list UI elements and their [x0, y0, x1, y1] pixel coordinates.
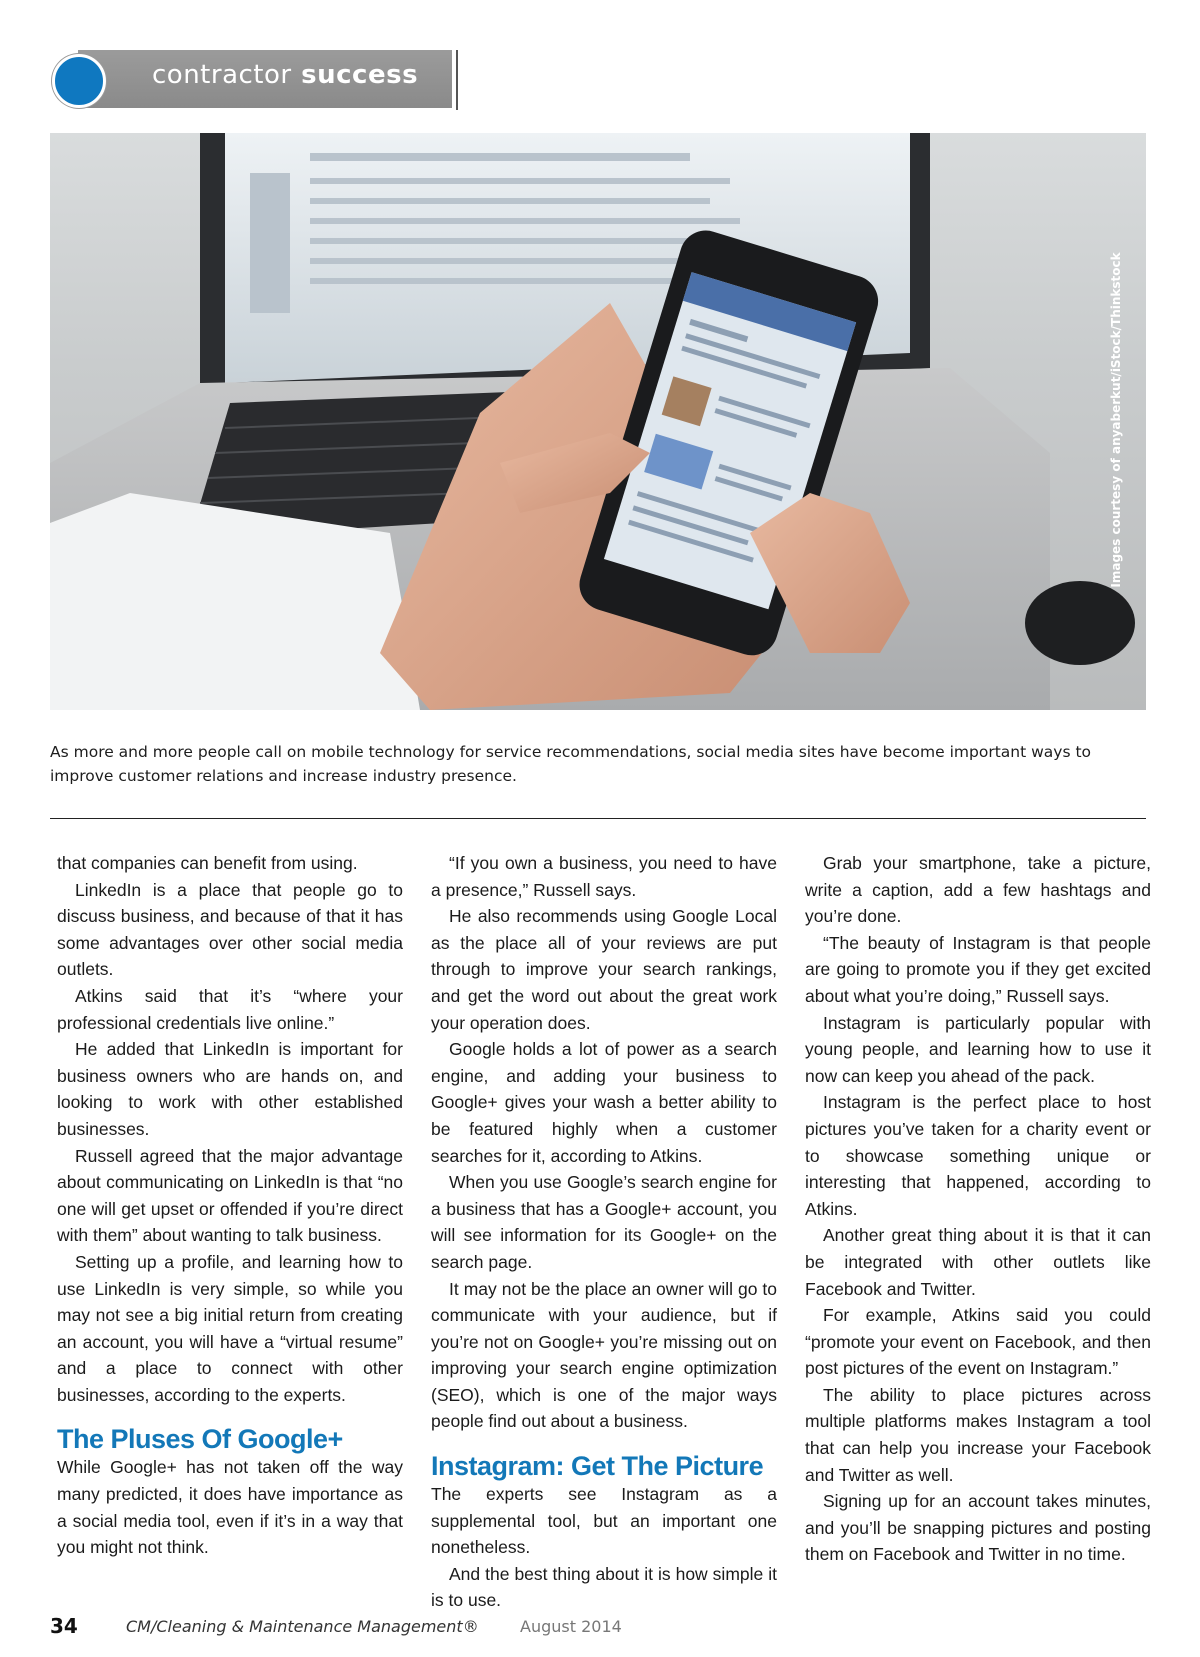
- hero-photo-illustration: [50, 133, 1146, 710]
- section-title-word2: success: [301, 60, 419, 90]
- page-number: 34: [50, 1614, 78, 1638]
- paragraph: that companies can benefit from using.: [57, 853, 358, 873]
- paragraph: Grab your smartphone, take a picture, write a caption, add a few hashtags and you’re done.: [805, 853, 1151, 927]
- paragraph: Atkins said that it’s “where your professional credentials live online.”: [57, 985, 403, 1033]
- paragraph: When you use Google’s search engine for a business that has a Google+ account, you will see information for its Google+ on the search page.: [431, 1172, 777, 1272]
- article-column-3: [805, 850, 1151, 1568]
- paragraph: The experts see Instagram as a supplemental tool, but an important one nonetheless.: [431, 1484, 777, 1558]
- section-header: [52, 50, 452, 110]
- publication-name: CM/Cleaning & Maintenance Management®: [126, 1617, 479, 1636]
- paragraph: LinkedIn is a place that people go to discuss business, and because of that it has some advantages over other social media outlets.: [57, 879, 403, 980]
- subheading-instagram: Instagram: Get The Picture: [431, 1451, 764, 1482]
- section-title-word1: contractor: [152, 60, 292, 90]
- caption-rule: [50, 818, 1146, 819]
- paragraph: Another great thing about it is that it can be integrated with other outlets like Facebook and Twitter.: [805, 1225, 1151, 1299]
- paragraph: Russell agreed that the major advantage about communicating on LinkedIn is that “no one will get upset or offended if you’re direct with them” about wanting to talk business.: [57, 1145, 403, 1246]
- paragraph: And the best thing about it is how simple it is to use.: [431, 1563, 777, 1611]
- issue-date: August 2014: [520, 1617, 622, 1636]
- section-bullet-icon: [52, 54, 106, 108]
- paragraph: Instagram is the perfect place to host pictures you’ve taken for a charity event or to showcase something unique or interesting that happened, according to Atkins.: [805, 1092, 1151, 1219]
- photo-credit: Images courtesy of anyaberkut/iStock/Thinkstock: [1109, 252, 1123, 588]
- paragraph: The ability to place pictures across multiple platforms makes Instagram a tool that can help you increase your Facebook and Twitter as well.: [805, 1384, 1151, 1485]
- paragraph: “If you own a business, you need to have a presence,” Russell says.: [431, 853, 777, 900]
- paragraph: While Google+ has not taken off the way many predicted, it does have importance as a social media tool, even if it’s in a way that you might not think.: [57, 1457, 403, 1558]
- paragraph: He added that LinkedIn is important for business owners who are hands on, and looking to work with other established businesses.: [57, 1039, 403, 1139]
- paragraph: Signing up for an account takes minutes, and you’ll be snapping pictures and posting them on Facebook and Twitter in no time.: [805, 1491, 1151, 1565]
- paragraph: Instagram is particularly popular with young people, and learning how to use it now can keep you ahead of the pack.: [805, 1012, 1151, 1086]
- paragraph: “The beauty of Instagram is that people are going to promote you if they get excited about what you’re doing,” Russell says.: [805, 932, 1151, 1006]
- paragraph: It may not be the place an owner will go to communicate with your audience, but if you’re not on Google+ you’re missing out on improving your search engine optimization (SEO), which is one of the major ways people find out about a business.: [431, 1278, 777, 1432]
- section-header-divider: [456, 50, 458, 110]
- paragraph: For example, Atkins said you could “promote your event on Facebook, and then post pictures of the event on Instagram.”: [805, 1305, 1151, 1379]
- article-column-1: [57, 850, 403, 1561]
- photo-caption: As more and more people call on mobile technology for service recommendations, social media sites have become important ways to improve customer relations and increase industry presence.: [50, 743, 1092, 785]
- paragraph: He also recommends using Google Local as the place all of your reviews are put through to improve your search rankings, and get the word out about the great work your operation does.: [431, 906, 777, 1033]
- article-column-2: [431, 850, 777, 1614]
- paragraph: Setting up a profile, and learning how to use LinkedIn is very simple, so while you may not see a big initial return from creating an account, you will have a “virtual resume” and a place to connect with other businesses, according to the experts.: [57, 1251, 403, 1405]
- paragraph: Google holds a lot of power as a search engine, and adding your business to Google+ gives your wash a better ability to be featured highly when a customer searches for it, according to Atkins.: [431, 1039, 777, 1166]
- subheading-google-plus: The Pluses Of Google+: [57, 1424, 343, 1455]
- section-title: [152, 60, 418, 90]
- hero-photo: [50, 133, 1146, 710]
